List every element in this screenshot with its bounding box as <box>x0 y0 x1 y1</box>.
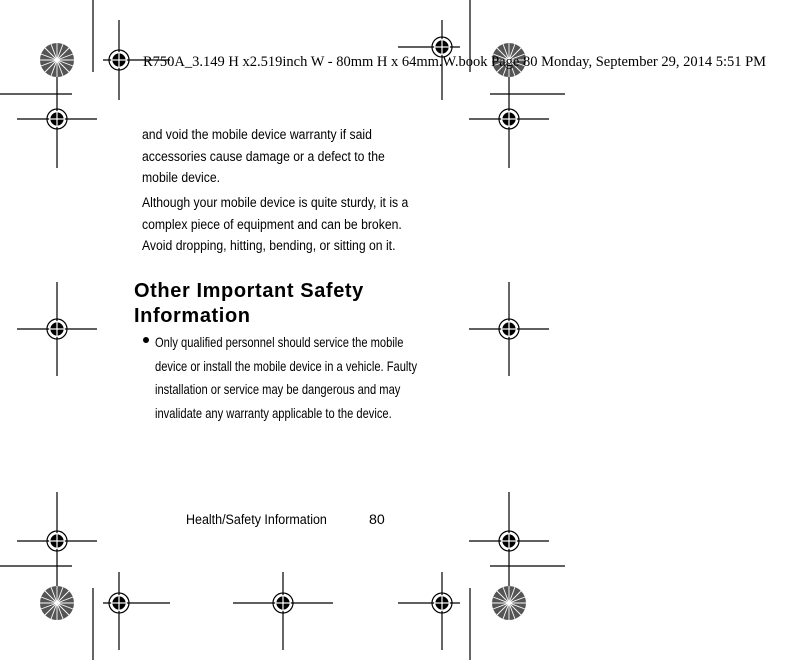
star-target-bottom-right <box>492 586 526 620</box>
registration-target-left-upper <box>17 72 97 168</box>
paragraph-warranty: and void the mobile device warranty if said accessories cause damage or a defect to the mobile device. <box>142 127 385 186</box>
registration-target-right-lower <box>469 492 549 588</box>
registration-target-left-lower <box>17 492 97 588</box>
registration-target-left-middle <box>17 282 97 376</box>
footer-page-number: 80 <box>369 512 385 528</box>
bullet-text: Only qualified personnel should service the mobile device or install the mobile device in a vehicle. Faulty installation or service may be dangerous and may invalidate any warranty applicable to the device. <box>155 335 418 421</box>
star-target-top-left <box>40 43 74 77</box>
bullet-dot-icon <box>143 337 149 343</box>
registration-target-bottom-left <box>103 572 170 650</box>
footer-section-title: Health/Safety Information <box>186 512 327 528</box>
registration-target-right-middle <box>469 282 549 376</box>
paragraph-sturdiness: Although your mobile device is quite sturdy, it is a complex piece of equipment and can be broken. Avoid dropping, hitting, bending, or sitting on it. <box>142 195 409 254</box>
registration-target-bottom-right <box>398 572 460 650</box>
section-heading-text: Other Important Safety Information <box>134 280 364 327</box>
registration-target-right-upper <box>469 72 549 168</box>
book-slug-line: R750A_3.149 H x2.519inch W - 80mm H x 64mm.W.book Page 80 Monday, September 29, 2014 5:51 PM <box>143 54 767 70</box>
star-target-bottom-left <box>40 586 74 620</box>
registration-target-bottom-center <box>233 572 333 650</box>
section-heading <box>134 279 394 329</box>
